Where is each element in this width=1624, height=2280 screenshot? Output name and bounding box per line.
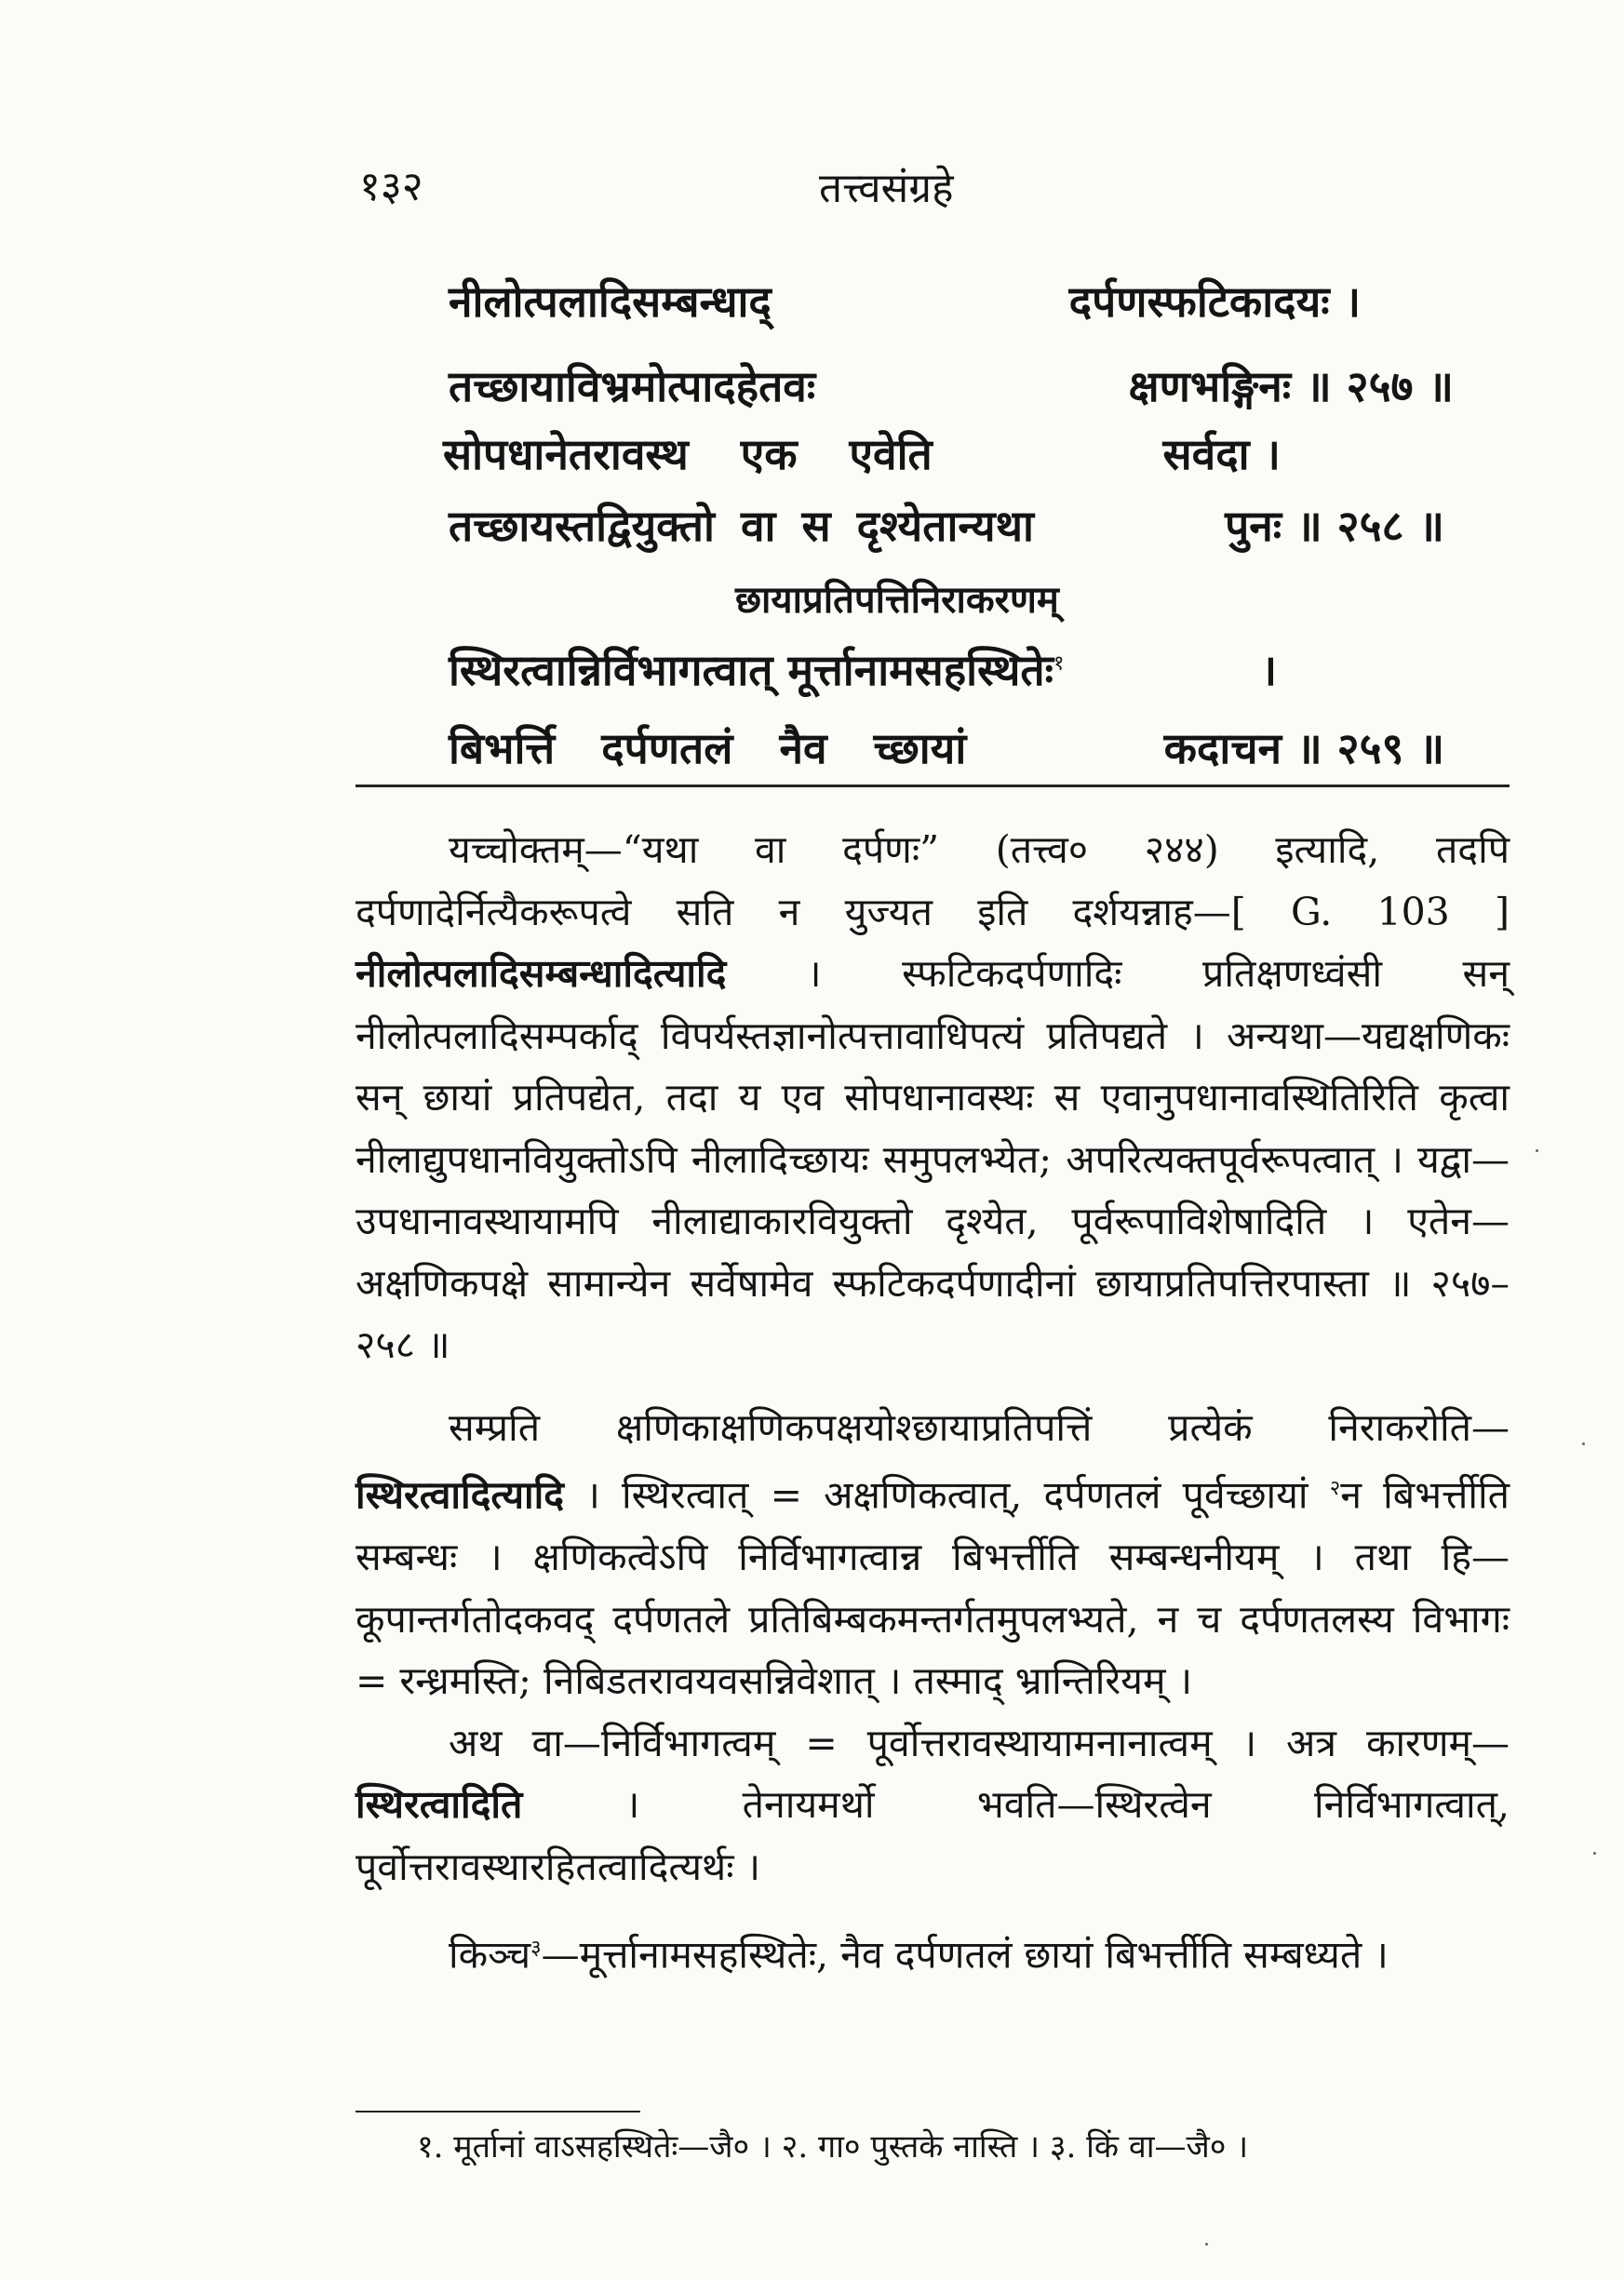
verse-line	[443, 424, 1281, 482]
footnote-separator-rule	[356, 2111, 640, 2112]
scan-speck	[1582, 1442, 1585, 1445]
verse-line	[449, 718, 1444, 776]
running-title: तत्त्वसंग्रहे	[819, 165, 954, 212]
section-heading: छायाप्रतिपत्तिनिराकरणम्	[735, 578, 1059, 622]
commentary-paragraph: सम्प्रति क्षणिकाक्षणिकपक्षयोश्छायाप्रतिपत्तिं प्रत्येकं निराकरोति—स्थिरत्वादित्यादि । स्थिरत्वात् = अक्षणिकत्वात्, दर्पणतलं पूर्वच्छायां $^२$न बिभर्त्तीति सम्बन्धः । क्षणिकत्वेऽपि निर्विभागत्वान्न बिभर्त्तीति सम्बन्धनीयम् । तथा हि—कूपान्तर्गतोदकवद् दर्पणतले प्रतिबिम्बकमन्तर्गतमुपलभ्यते, न च दर्पणतलस्य विभागः = रन्ध्रमस्ति; निबिडतरावयवसन्निवेशात् । तस्माद् भ्रान्तिरियम् ।	[356, 1404, 1510, 1704]
verse-left: स्थिरत्वान्निर्विभागत्वात् मूर्त्तानामसहस्थितेः$^१$	[449, 645, 1065, 695]
commentary-paragraph: किञ्च$^३$—मूर्त्तानामसहस्थितेः, नैव दर्पणतलं छायां बिभर्त्तीति सम्बध्यते ।	[449, 1932, 1389, 1978]
verse-left: तच्छायाविभ्रमोत्पादहेतवः	[449, 361, 816, 411]
commentary	[356, 819, 1510, 1986]
verse-line	[449, 640, 1277, 698]
verse-separator-rule	[356, 785, 1510, 787]
scan-speck	[1593, 1852, 1596, 1855]
verse-left: नीलोत्पलादिसम्बन्धाद्	[449, 276, 772, 327]
verse-right: सर्वदा ।	[1162, 429, 1281, 479]
verse-right: ।	[1260, 645, 1277, 695]
verse-line	[449, 356, 1454, 414]
commentary-paragraph: अथ वा—निर्विभागत्वम् = पूर्वोत्तरावस्थायामनानात्वम् । अत्र कारणम्—स्थिरत्वादिति । तेनायमर्थो भवति—स्थिरत्वेन निर्विभागत्वात्, पूर्वोत्तरावस्थारहितत्वादित्यर्थः ।	[356, 1720, 1510, 1889]
verse-right: दर्पणस्फटिकादयः ।	[1068, 276, 1361, 327]
scan-speck	[1205, 2243, 1208, 2246]
footnote-mark: ३	[530, 1937, 542, 1961]
footnotes: १. मूर्तानां वाऽसहस्थितेः—जै० । २. गा० पुस्तके नास्ति । ३. किं वा—जै० ।	[417, 2128, 1249, 2166]
footnote-mark: १	[1053, 651, 1065, 676]
commentary-paragraph: यच्चोक्तम्—“यथा वा दर्पणः” (तत्त्व० २४४) इत्यादि, तदपि दर्पणादेर्नित्यैकरूपत्वे सति न युज्यत इति दर्शयन्नाह—[ G. 103 ] नीलोत्पलादिसम्बन्धादित्यादि । स्फटिकदर्पणादिः प्रतिक्षणध्वंसी सन् नीलोत्पलादिसम्पर्काद् विपर्यस्तज्ञानोत्पत्तावाधिपत्यं प्रतिपद्यते । अन्यथा—यद्यक्षणिकः सन् छायां प्रतिपद्येत, तदा य एव सोपधानावस्थः स एवानुपधानावस्थितिरिति कृत्वा नीलाद्युपधानवियुक्तोऽपि नीलादिच्छायः समुपलभ्येत; अपरित्यक्तपूर्वरूपत्वात् । यद्वा—उपधानावस्थायामपि नीलाद्याकारवियुक्तो दृश्येत, पूर्वरूपाविशेषादिति । एतेन—अक्षणिकपक्षे सामान्येन सर्वेषामेव स्फटिकदर्पणादीनां छायाप्रतिपत्तिरपास्ता ॥ २५७–२५८ ॥	[356, 827, 1510, 1367]
footnote-mark: २	[1329, 1477, 1341, 1500]
verse-line	[449, 496, 1444, 554]
verse-right: क्षणभङ्गिनः ॥ २५७ ॥	[1128, 361, 1454, 411]
page-number: १३२	[359, 163, 423, 210]
lemma: स्थिरत्वादिति	[356, 1782, 523, 1828]
verse-left: तच्छायस्तद्वियुक्तो वा स दृश्येतान्यथा	[449, 501, 1034, 551]
verse-line	[449, 272, 1361, 329]
verse-left: बिभर्त्ति दर्पणतलं नैव च्छायां	[449, 723, 967, 773]
lemma: नीलोत्पलादिसम्बन्धादित्यादि	[356, 951, 727, 996]
lemma: स्थिरत्वादित्यादि	[356, 1472, 565, 1518]
scan-speck	[1536, 1149, 1538, 1152]
verse-right: पुनः ॥ २५८ ॥	[1225, 501, 1444, 551]
verse-right: कदाचन ॥ २५९ ॥	[1163, 723, 1444, 773]
verse-left: सोपधानेतरावस्थ एक एवेति	[443, 429, 933, 479]
